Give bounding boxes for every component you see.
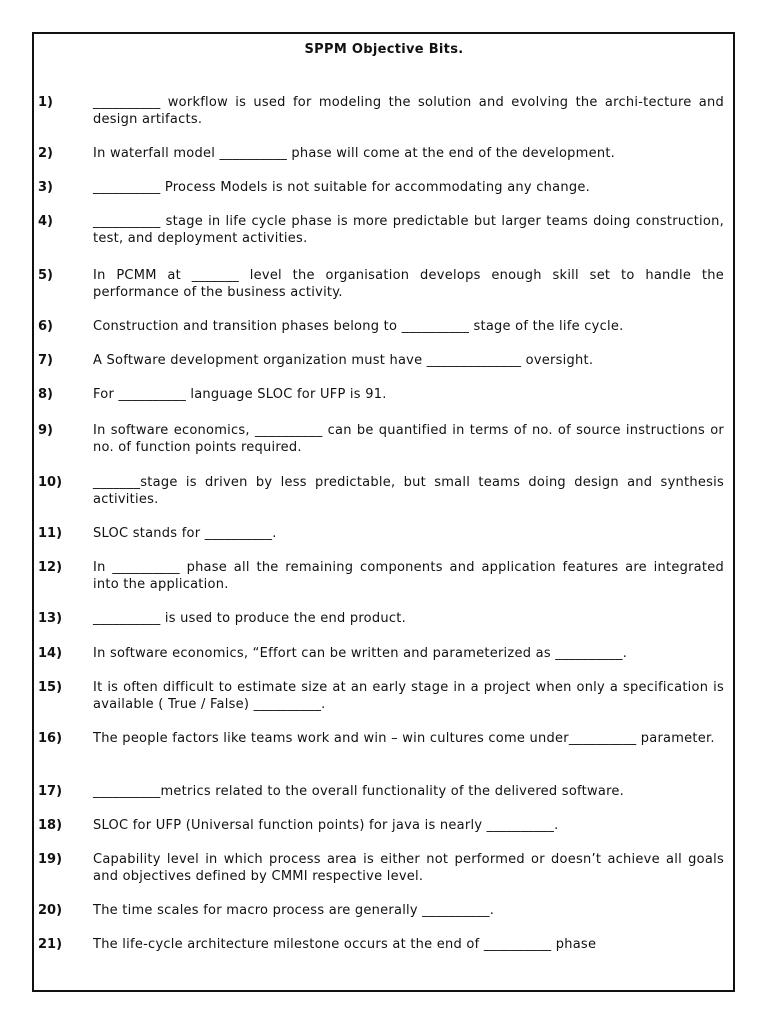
question-text: SLOC for UFP (Universal function points) for java is nearly __________. [93, 818, 559, 833]
question-number: 16) [38, 731, 63, 746]
question-number: 13) [38, 611, 63, 626]
question-number: 21) [38, 937, 63, 952]
question-text: The life-cycle architecture milestone occurs at the end of __________ phase [93, 937, 597, 952]
question-number: 10) [38, 475, 63, 490]
question-number: 2) [38, 146, 53, 161]
question-number: 17) [38, 784, 63, 799]
question-text: It is often difficult to estimate size at an early stage in a project when only a specification is available ( True / False) __________. [93, 680, 724, 712]
question-text: Construction and transition phases belong to __________ stage of the life cycle. [93, 319, 624, 334]
question-text: The time scales for macro process are generally __________. [93, 903, 495, 918]
question-number: 20) [38, 903, 63, 918]
question-number: 5) [38, 268, 53, 283]
question-text: A Software development organization must have ______________ oversight. [93, 353, 594, 368]
question-text: In __________ phase all the remaining components and application features are integrated into the application. [93, 560, 724, 592]
question-number: 18) [38, 818, 63, 833]
question-number: 15) [38, 680, 63, 695]
question-text: In PCMM at _______ level the organisation develops enough skill set to handle the performance of the business activity. [93, 268, 724, 300]
page-border [32, 32, 735, 992]
question-text: __________ Process Models is not suitable for accommodating any change. [93, 180, 590, 195]
question-number: 4) [38, 214, 53, 229]
question-number: 12) [38, 560, 63, 575]
question-text: __________ stage in life cycle phase is more predictable but larger teams doing construction, test, and deployment activities. [93, 214, 724, 246]
question-text: In software economics, “Effort can be written and parameterized as __________. [93, 646, 628, 661]
question-number: 6) [38, 319, 53, 334]
question-number: 19) [38, 852, 63, 867]
question-text: In software economics, __________ can be quantified in terms of no. of source instructions or no. of function points required. [93, 423, 724, 455]
question-text: For __________ language SLOC for UFP is 91. [93, 387, 387, 402]
question-text: _______stage is driven by less predictable, but small teams doing design and synthesis activities. [93, 475, 724, 507]
question-text: __________metrics related to the overall functionality of the delivered software. [93, 784, 625, 799]
question-number: 8) [38, 387, 53, 402]
question-number: 9) [38, 423, 53, 438]
question-number: 14) [38, 646, 63, 661]
question-text: __________ is used to produce the end product. [93, 611, 406, 626]
question-number: 7) [38, 353, 53, 368]
question-text: Capability level in which process area is either not performed or doesn’t achieve all goals and objectives defined by CMMI respective level. [93, 852, 724, 884]
question-text: SLOC stands for __________. [93, 526, 277, 541]
page-title: SPPM Objective Bits. [304, 42, 464, 57]
question-text: The people factors like teams work and win – win cultures come under__________ parameter. [93, 731, 715, 746]
question-text: In waterfall model __________ phase will come at the end of the development. [93, 146, 616, 161]
question-number: 3) [38, 180, 53, 195]
question-number: 1) [38, 95, 53, 110]
question-text: __________ workflow is used for modeling the solution and evolving the archi-tecture and design artifacts. [93, 95, 724, 127]
question-number: 11) [38, 526, 63, 541]
